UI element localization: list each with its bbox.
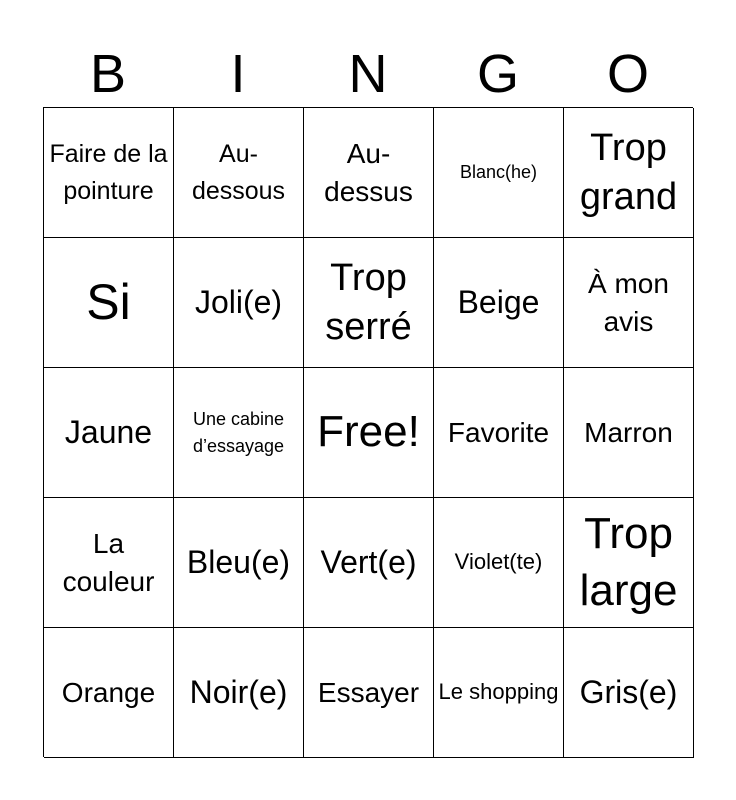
bingo-cell-r2c5[interactable]: À mon avis (564, 238, 694, 368)
bingo-cell-r1c5[interactable]: Trop grand (564, 108, 694, 238)
bingo-cell-r1c2[interactable]: Au-dessous (174, 108, 304, 238)
header-letter-n: N (348, 44, 388, 104)
bingo-cell-r1c4[interactable]: Blanc(he) (434, 108, 564, 238)
bingo-header (43, 40, 693, 108)
bingo-cell-r3c2[interactable]: Une cabine d’essayage (174, 368, 304, 498)
bingo-cell-r2c3[interactable]: Trop serré (304, 238, 434, 368)
bingo-cell-r4c1[interactable]: La couleur (44, 498, 174, 628)
bingo-cell-r3c1[interactable]: Jaune (44, 368, 174, 498)
bingo-cell-r5c1[interactable]: Orange (44, 628, 174, 758)
bingo-cell-r4c5[interactable]: Trop large (564, 498, 694, 628)
header-letter-b: B (89, 44, 127, 104)
bingo-cell-r4c2[interactable]: Bleu(e) (174, 498, 304, 628)
bingo-cell-r2c2[interactable]: Joli(e) (174, 238, 304, 368)
header-letter-g: G (476, 44, 519, 104)
header-letter-i: I (230, 44, 246, 104)
bingo-cell-r5c5[interactable]: Gris(e) (564, 628, 694, 758)
header-letter-o: O (606, 44, 649, 104)
bingo-cell-r3c5[interactable]: Marron (564, 368, 694, 498)
bingo-cell-r2c4[interactable]: Beige (434, 238, 564, 368)
bingo-cell-free[interactable]: Free! (304, 368, 434, 498)
bingo-board (43, 107, 693, 757)
bingo-cell-r1c1[interactable]: Faire de la pointure (44, 108, 174, 238)
bingo-cell-r4c3[interactable]: Vert(e) (304, 498, 434, 628)
bingo-cell-r5c3[interactable]: Essayer (304, 628, 434, 758)
bingo-cell-r5c2[interactable]: Noir(e) (174, 628, 304, 758)
bingo-cell-r4c4[interactable]: Violet(te) (434, 498, 564, 628)
bingo-cell-r3c4[interactable]: Favorite (434, 368, 564, 498)
bingo-cell-r2c1[interactable]: Si (44, 238, 174, 368)
bingo-cell-r1c3[interactable]: Au-dessus (304, 108, 434, 238)
bingo-cell-r5c4[interactable]: Le shopping (434, 628, 564, 758)
